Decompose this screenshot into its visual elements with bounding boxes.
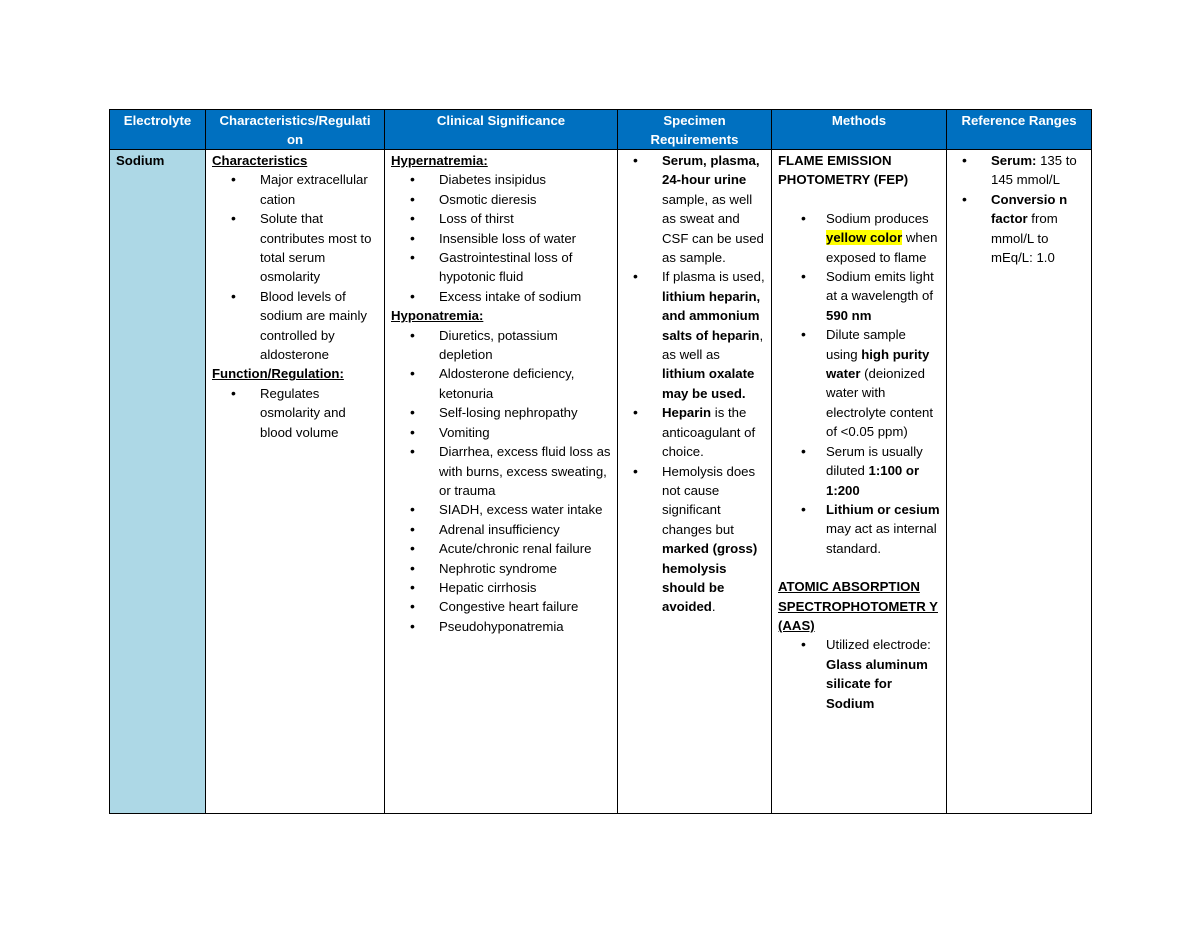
- text-run: Glass aluminum silicate for Sodium: [826, 656, 928, 711]
- text-run: (deionized water with electrolyte content of <0.05 ppm): [826, 366, 934, 440]
- list-item: [624, 267, 765, 403]
- text-run: .: [711, 599, 716, 615]
- list-item: • Aldosterone deficiency, ketonuria: [391, 364, 611, 403]
- text-run: 135 to 145 mmol/L: [991, 153, 1077, 188]
- characteristics-cell: [206, 150, 385, 814]
- electrolyte-table: [109, 109, 1092, 814]
- header-electrolyte: Electrolyte: [110, 110, 206, 150]
- list-item: • Major extracellular cation: [212, 170, 378, 209]
- list-item: • Acute/chronic renal failure: [391, 539, 611, 558]
- fep-heading: FLAME EMISSION PHOTOMETRY (FEP): [778, 153, 909, 188]
- specimen-requirements-cell: [618, 150, 772, 814]
- header-clinical-significance: Clinical Significance: [385, 110, 618, 150]
- list-item: • Nephrotic syndrome: [391, 559, 611, 578]
- list-item: [953, 151, 1085, 190]
- text-run: 1:100 or 1:200: [826, 463, 920, 498]
- hyponatremia-heading: Hyponatremia:: [391, 308, 484, 324]
- text-run: from mmol/L to mEq/L: 1.0: [991, 211, 1058, 266]
- spacer: [778, 190, 940, 209]
- text-run: sample, as well as sweat and CSF can be used as sample.: [662, 191, 764, 266]
- highlighted-text: yellow color: [826, 230, 903, 246]
- table-row: [110, 150, 1092, 814]
- list-item: • Pseudohyponatremia: [391, 617, 611, 636]
- header-row: [110, 110, 1092, 150]
- list-item: • Self-losing nephropathy: [391, 403, 611, 422]
- specimen-list: [624, 151, 765, 617]
- header-reference-ranges: Reference Ranges: [947, 110, 1092, 150]
- text-run: Serum:: [991, 153, 1037, 168]
- function-heading: Function/Regulation:: [212, 366, 344, 382]
- text-run: is the anticoagulant of choice.: [662, 405, 756, 460]
- text-run: may act as internal standard.: [826, 521, 937, 556]
- aas-list: [778, 635, 940, 713]
- list-item: [953, 190, 1085, 268]
- list-item: [778, 442, 940, 500]
- list-item: • Loss of thirst: [391, 209, 611, 228]
- list-item: [778, 209, 940, 267]
- electrolyte-name: Sodium: [116, 153, 165, 168]
- text-run: lithium oxalate may be used.: [662, 366, 755, 401]
- list-item: [778, 267, 940, 325]
- text-run: Serum is usually diluted: [826, 443, 923, 479]
- list-item: [624, 403, 765, 461]
- aas-heading: ATOMIC ABSORPTION SPECTROPHOTOMETR Y (AAS): [778, 579, 938, 633]
- list-item: • Vomiting: [391, 423, 611, 442]
- list-item: • Gastrointestinal loss of hypotonic fluid: [391, 248, 611, 287]
- list-item: • Hepatic cirrhosis: [391, 578, 611, 597]
- text-run: Sodium emits light at a wavelength of: [826, 269, 934, 304]
- text-run: Lithium or cesium: [826, 501, 940, 517]
- text-run: Heparin: [662, 405, 712, 421]
- list-item: • Diarrhea, excess fluid loss as with burns, excess sweating, or trauma: [391, 442, 611, 500]
- text-run: when exposed to flame: [826, 230, 938, 265]
- header-methods: Methods: [772, 110, 947, 150]
- list-item: • Blood levels of sodium are mainly controlled by aldosterone: [212, 287, 378, 365]
- list-item: • Congestive heart failure: [391, 597, 611, 616]
- specimen-types: Serum, plasma, 24-hour urine: [662, 153, 760, 188]
- list-item: • Diuretics, potassium depletion: [391, 326, 611, 365]
- list-item: [778, 500, 940, 558]
- list-item: • Insensible loss of water: [391, 229, 611, 248]
- clinical-significance-cell: [385, 150, 618, 814]
- list-item: • Excess intake of sodium: [391, 287, 611, 306]
- spacer: [778, 558, 940, 577]
- list-item: [778, 325, 940, 441]
- list-item: • SIADH, excess water intake: [391, 500, 611, 519]
- list-item: [624, 151, 765, 267]
- list-item: [778, 635, 940, 713]
- text-run: 590 nm: [826, 307, 872, 323]
- electrolyte-cell: [110, 150, 206, 814]
- header-specimen-requirements: Specimen Requirements: [618, 110, 772, 150]
- methods-cell: [772, 150, 947, 814]
- text-run: Hemolysis does not cause significant changes but: [662, 463, 756, 537]
- text-run: Conversio n factor: [991, 191, 1068, 227]
- text-run: Utilized electrode:: [826, 637, 931, 653]
- text-run: If plasma is used,: [662, 269, 765, 285]
- hypernatremia-list: [391, 170, 611, 306]
- text-run: marked (gross) hemolysis should be avoided: [662, 541, 758, 615]
- text-run: Dilute sample using: [826, 327, 906, 362]
- list-item: • Solute that contributes most to total serum osmolarity: [212, 209, 378, 287]
- header-characteristics: Characteristics/Regulati on: [206, 110, 385, 150]
- list-item: • Osmotic dieresis: [391, 190, 611, 209]
- text-run: lithium heparin, and ammonium salts of heparin: [662, 288, 761, 343]
- text-run: , as well as: [662, 327, 764, 363]
- function-list: [212, 384, 378, 442]
- hyponatremia-list: [391, 326, 611, 637]
- list-item: • Diabetes insipidus: [391, 170, 611, 189]
- hypernatremia-heading: Hypernatremia:: [391, 153, 488, 168]
- fep-list: [778, 209, 940, 558]
- list-item: • Regulates osmolarity and blood volume: [212, 384, 378, 442]
- list-item: [624, 462, 765, 617]
- characteristics-heading: Characteristics: [212, 153, 308, 168]
- reference-ranges-cell: [947, 150, 1092, 814]
- reference-list: [953, 151, 1085, 267]
- list-item: • Adrenal insufficiency: [391, 520, 611, 539]
- text-run: Sodium produces: [826, 210, 929, 226]
- text-run: high purity water: [826, 346, 930, 382]
- characteristics-list: [212, 170, 378, 364]
